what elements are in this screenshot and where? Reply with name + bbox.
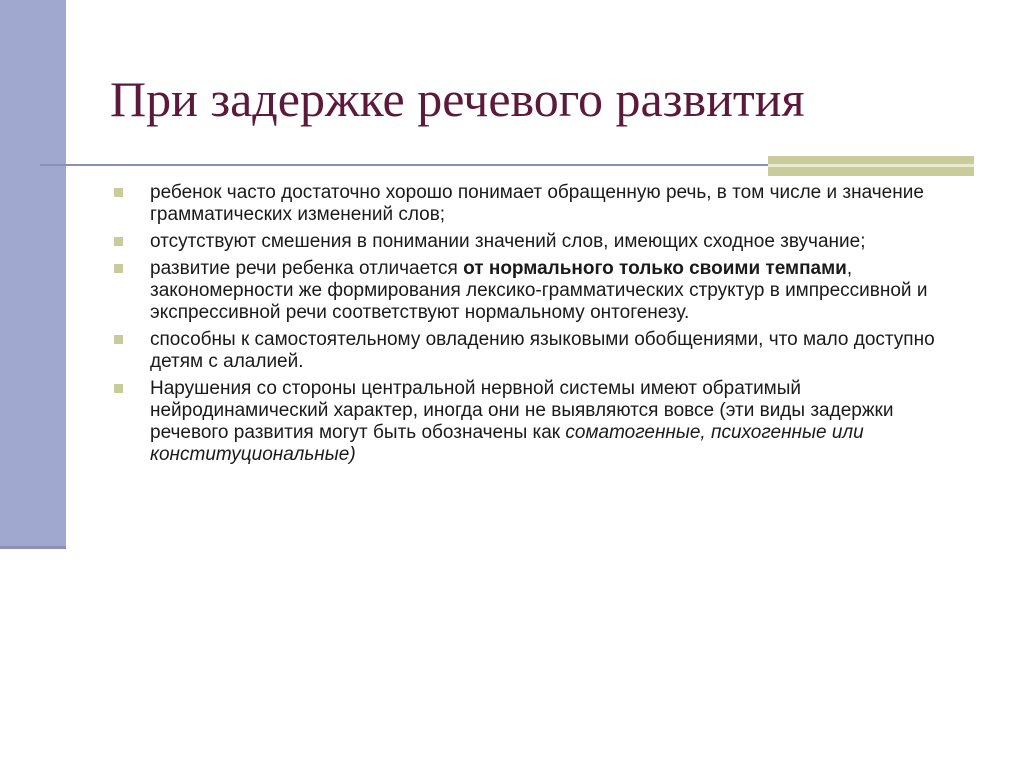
bullet-list: [112, 182, 962, 471]
bullet-text-lead: Нарушения со стороны центральной нервной системы имеют обратимый нейродинамический характер, иногда они не выявляются вовсе (эти виды задержки речевого развития могут быть обозначены как: [150, 378, 894, 443]
left-bar-shadow: [0, 546, 66, 549]
bullet-text: отсутствуют смешения в понимании значений слов, имеющих сходное звучание;: [150, 231, 866, 252]
bullet-item-4: [112, 329, 962, 373]
square-bullet-icon: [114, 264, 123, 273]
square-bullet-icon: [114, 188, 123, 197]
bullet-text: способны к самостоятельному овладению языковыми обобщениями, что мало доступно детям с алалией.: [150, 329, 935, 372]
square-bullet-icon: [114, 237, 123, 246]
square-bullet-icon: [114, 335, 123, 344]
bullet-text-emphasis: от нормального только своими темпами: [463, 258, 847, 279]
bullet-text-lead: развитие речи ребенка отличается: [150, 258, 464, 279]
bullet-text-rest: , закономерности же формирования лексико-грамматических структур в импрессивной и экспрессивной речи соответствуют нормальному онтогенезу.: [150, 258, 928, 323]
bullet-text-italic: соматогенные, психогенные или конституциональные): [150, 422, 864, 465]
title-divider-accent-highlight: [768, 164, 974, 167]
bullet-item-2: [112, 231, 962, 253]
left-decorative-bar: [0, 0, 66, 548]
bullet-item-1: [112, 182, 962, 226]
square-bullet-icon: [114, 384, 123, 393]
bullet-text: ребенок часто достаточно хорошо понимает обращенную речь, в том числе и значение грамматических изменений слов;: [150, 182, 924, 225]
bullet-item-5: [112, 378, 962, 466]
slide-title: При задержке речевого развития: [110, 71, 805, 127]
bullet-item-3: [112, 258, 962, 324]
